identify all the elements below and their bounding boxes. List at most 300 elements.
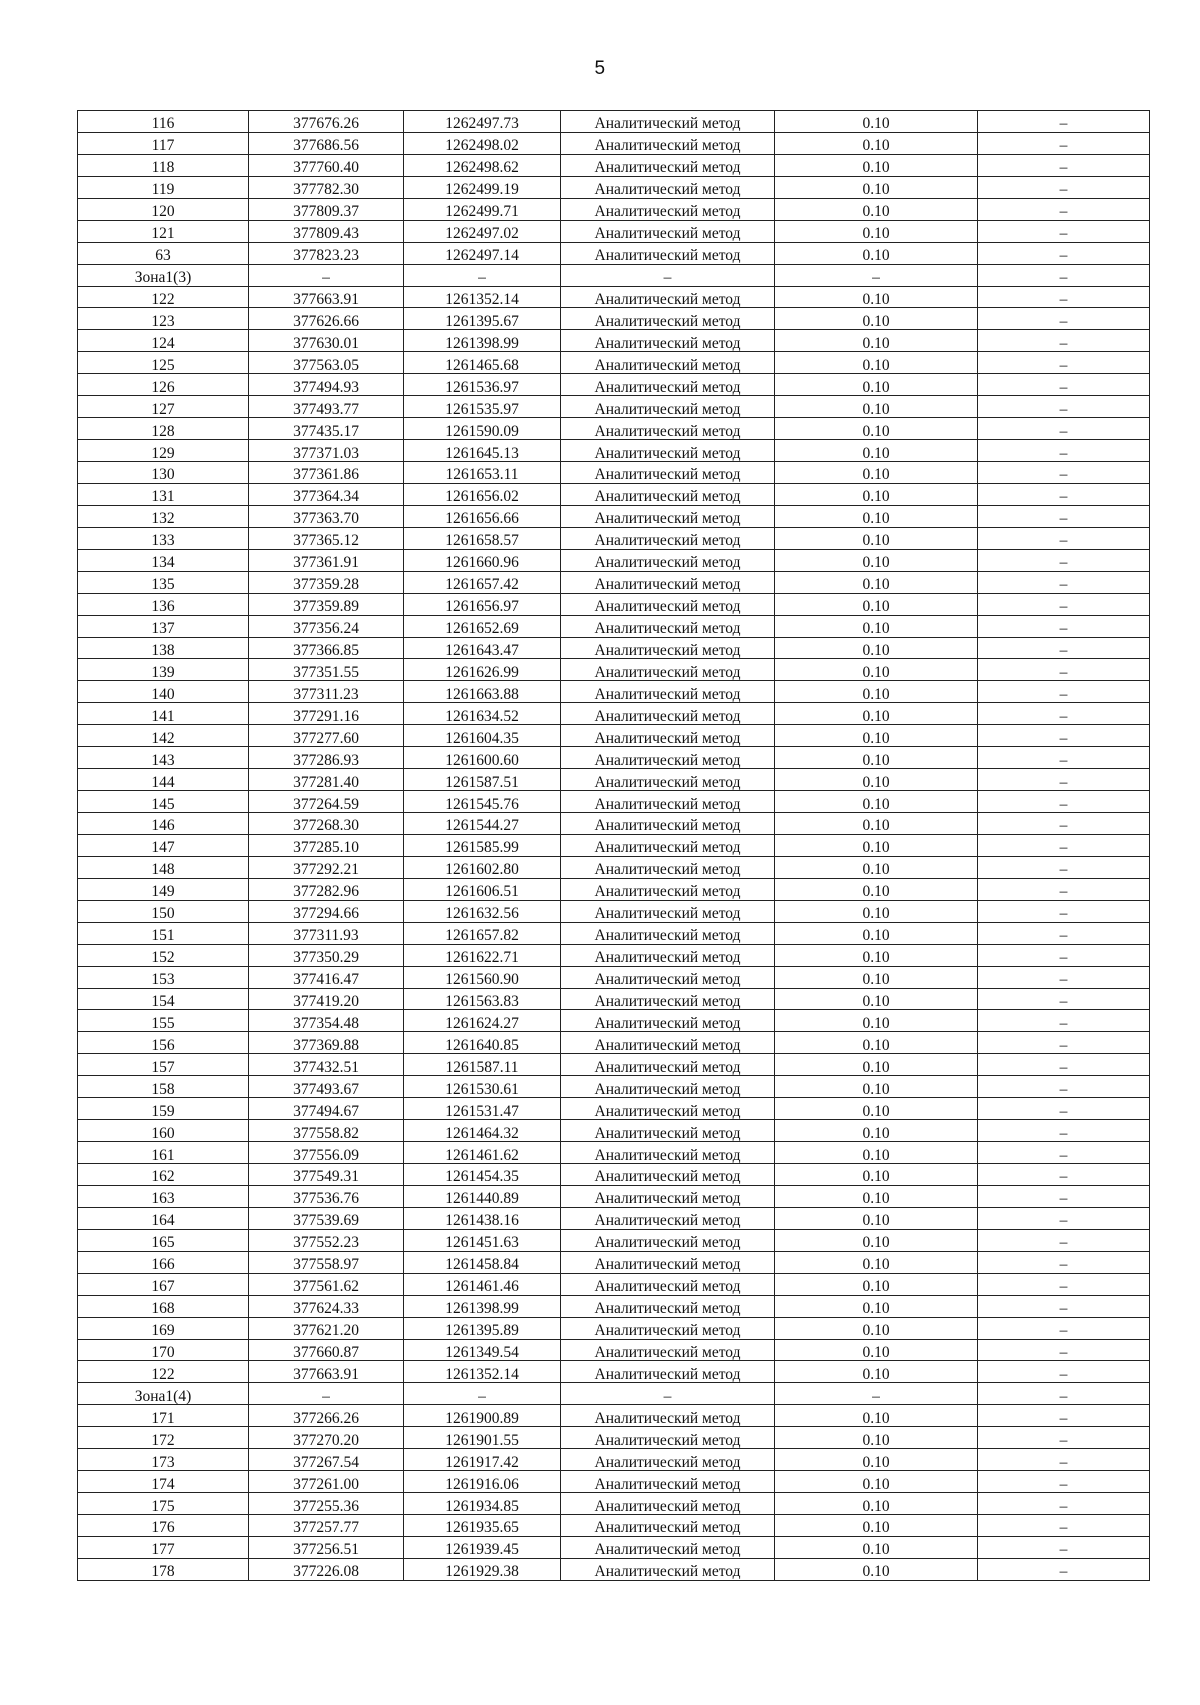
y-coordinate-cell: 1261587.51 [404, 769, 561, 791]
zone-label-cell: Зона1(4) [78, 1383, 249, 1405]
point-number-cell: 155 [78, 1010, 249, 1032]
method-cell: Аналитический метод [561, 483, 775, 505]
precision-cell: 0.10 [775, 505, 978, 527]
method-cell: Аналитический метод [561, 1251, 775, 1273]
description-cell: – [978, 374, 1150, 396]
point-number-cell: 174 [78, 1471, 249, 1493]
precision-cell: 0.10 [775, 549, 978, 571]
x-coordinate-cell: 377435.17 [249, 418, 404, 440]
description-cell: – [978, 1427, 1150, 1449]
coordinates-table [77, 110, 1150, 1581]
zone-header-row [78, 264, 1150, 286]
method-cell: Аналитический метод [561, 966, 775, 988]
point-number-cell: 121 [78, 220, 249, 242]
point-number-cell: 125 [78, 352, 249, 374]
table-row [78, 396, 1150, 418]
y-coordinate-cell: 1261464.32 [404, 1120, 561, 1142]
method-cell: Аналитический метод [561, 1032, 775, 1054]
x-coordinate-cell: 377809.43 [249, 220, 404, 242]
x-coordinate-cell: 377282.96 [249, 878, 404, 900]
x-coordinate-cell: 377432.51 [249, 1054, 404, 1076]
table-row [78, 308, 1150, 330]
y-coordinate-cell: 1261560.90 [404, 966, 561, 988]
table-row [78, 1164, 1150, 1186]
y-coordinate-cell: 1261663.88 [404, 681, 561, 703]
method-cell: Аналитический метод [561, 111, 775, 133]
description-cell: – [978, 242, 1150, 264]
method-cell: Аналитический метод [561, 286, 775, 308]
y-coordinate-cell: 1262499.19 [404, 176, 561, 198]
y-coordinate-cell: 1261900.89 [404, 1405, 561, 1427]
precision-cell: 0.10 [775, 1361, 978, 1383]
method-cell: Аналитический метод [561, 922, 775, 944]
table-row [78, 1493, 1150, 1515]
y-coordinate-cell: 1261451.63 [404, 1229, 561, 1251]
table-row [78, 549, 1150, 571]
description-cell: – [978, 505, 1150, 527]
point-number-cell: 152 [78, 944, 249, 966]
description-cell: – [978, 1361, 1150, 1383]
description-cell: – [978, 462, 1150, 484]
table-row [78, 703, 1150, 725]
x-coordinate-cell: 377277.60 [249, 725, 404, 747]
x-coordinate-cell: 377285.10 [249, 834, 404, 856]
description-cell: – [978, 615, 1150, 637]
point-number-cell: 133 [78, 527, 249, 549]
point-number-cell: 160 [78, 1120, 249, 1142]
precision-cell: 0.10 [775, 1405, 978, 1427]
x-coordinate-cell: 377493.67 [249, 1076, 404, 1098]
y-coordinate-cell: 1261352.14 [404, 1361, 561, 1383]
table-row [78, 571, 1150, 593]
point-number-cell: 171 [78, 1405, 249, 1427]
precision-cell: 0.10 [775, 330, 978, 352]
description-cell: – [978, 966, 1150, 988]
x-coordinate-cell: 377539.69 [249, 1207, 404, 1229]
method-cell: Аналитический метод [561, 813, 775, 835]
description-cell: – [978, 1317, 1150, 1339]
method-cell: Аналитический метод [561, 154, 775, 176]
x-coordinate-cell: 377760.40 [249, 154, 404, 176]
y-coordinate-cell: 1261440.89 [404, 1185, 561, 1207]
point-number-cell: 169 [78, 1317, 249, 1339]
method-cell: Аналитический метод [561, 352, 775, 374]
y-coordinate-cell: 1261530.61 [404, 1076, 561, 1098]
method-cell: Аналитический метод [561, 1558, 775, 1580]
precision-cell: 0.10 [775, 308, 978, 330]
point-number-cell: 118 [78, 154, 249, 176]
description-cell: – [978, 878, 1150, 900]
table-row [78, 440, 1150, 462]
precision-cell: 0.10 [775, 1164, 978, 1186]
method-cell: Аналитический метод [561, 132, 775, 154]
y-coordinate-cell: 1261643.47 [404, 637, 561, 659]
point-number-cell: 151 [78, 922, 249, 944]
point-number-cell: 123 [78, 308, 249, 330]
method-cell: Аналитический метод [561, 176, 775, 198]
y-coordinate-cell: 1261934.85 [404, 1493, 561, 1515]
precision-cell: 0.10 [775, 593, 978, 615]
x-coordinate-cell: 377270.20 [249, 1427, 404, 1449]
method-cell: Аналитический метод [561, 1536, 775, 1558]
y-coordinate-cell: 1261465.68 [404, 352, 561, 374]
method-cell: Аналитический метод [561, 549, 775, 571]
precision-cell: 0.10 [775, 1010, 978, 1032]
y-coordinate-cell: 1262497.14 [404, 242, 561, 264]
x-coordinate-cell: 377556.09 [249, 1142, 404, 1164]
y-coordinate-cell: 1261645.13 [404, 440, 561, 462]
point-number-cell: 154 [78, 988, 249, 1010]
table-row [78, 791, 1150, 813]
x-coordinate-cell: 377494.93 [249, 374, 404, 396]
y-coordinate-cell: 1261622.71 [404, 944, 561, 966]
point-number-cell: 137 [78, 615, 249, 637]
x-coordinate-cell: 377624.33 [249, 1295, 404, 1317]
y-coordinate-cell: 1261438.16 [404, 1207, 561, 1229]
precision-cell: 0.10 [775, 418, 978, 440]
point-number-cell: 143 [78, 747, 249, 769]
table-row [78, 1427, 1150, 1449]
point-number-cell: 122 [78, 286, 249, 308]
point-number-cell: 177 [78, 1536, 249, 1558]
precision-cell: 0.10 [775, 659, 978, 681]
table-row [78, 242, 1150, 264]
x-coordinate-cell: 377356.24 [249, 615, 404, 637]
precision-cell: 0.10 [775, 1427, 978, 1449]
table-row [78, 878, 1150, 900]
table-row [78, 1449, 1150, 1471]
method-cell: Аналитический метод [561, 900, 775, 922]
description-cell: – [978, 637, 1150, 659]
y-coordinate-cell: 1261395.67 [404, 308, 561, 330]
precision-cell: 0.10 [775, 286, 978, 308]
point-number-cell: 158 [78, 1076, 249, 1098]
table-row [78, 176, 1150, 198]
point-number-cell: 132 [78, 505, 249, 527]
precision-cell: 0.10 [775, 111, 978, 133]
description-cell: – [978, 264, 1150, 286]
precision-cell: 0.10 [775, 220, 978, 242]
y-coordinate-cell: 1261349.54 [404, 1339, 561, 1361]
point-number-cell: 149 [78, 878, 249, 900]
point-number-cell: 148 [78, 856, 249, 878]
method-cell: Аналитический метод [561, 1164, 775, 1186]
x-coordinate-cell: 377359.28 [249, 571, 404, 593]
table-row [78, 1098, 1150, 1120]
y-coordinate-cell: 1261640.85 [404, 1032, 561, 1054]
description-cell: – [978, 154, 1150, 176]
point-number-cell: 119 [78, 176, 249, 198]
method-cell: Аналитический метод [561, 1493, 775, 1515]
x-coordinate-cell: 377549.31 [249, 1164, 404, 1186]
method-cell: Аналитический метод [561, 1076, 775, 1098]
x-coordinate-cell: 377621.20 [249, 1317, 404, 1339]
x-coordinate-cell: 377291.16 [249, 703, 404, 725]
point-number-cell: 134 [78, 549, 249, 571]
precision-cell: 0.10 [775, 834, 978, 856]
x-coordinate-cell: 377626.66 [249, 308, 404, 330]
y-coordinate-cell: 1261461.46 [404, 1273, 561, 1295]
description-cell: – [978, 1273, 1150, 1295]
table-row [78, 1142, 1150, 1164]
description-cell: – [978, 834, 1150, 856]
precision-cell: 0.10 [775, 725, 978, 747]
table-row [78, 1339, 1150, 1361]
method-cell: Аналитический метод [561, 769, 775, 791]
x-coordinate-cell: 377364.34 [249, 483, 404, 505]
precision-cell: 0.10 [775, 988, 978, 1010]
method-cell: Аналитический метод [561, 1361, 775, 1383]
description-cell: – [978, 1449, 1150, 1471]
description-cell: – [978, 440, 1150, 462]
precision-cell: 0.10 [775, 527, 978, 549]
method-cell: Аналитический метод [561, 944, 775, 966]
y-coordinate-cell: 1261544.27 [404, 813, 561, 835]
table-row [78, 1076, 1150, 1098]
table-row [78, 505, 1150, 527]
precision-cell: 0.10 [775, 1273, 978, 1295]
table-row [78, 352, 1150, 374]
x-coordinate-cell: 377371.03 [249, 440, 404, 462]
zone-header-row [78, 1383, 1150, 1405]
table-row [78, 900, 1150, 922]
precision-cell: 0.10 [775, 615, 978, 637]
point-number-cell: 175 [78, 1493, 249, 1515]
method-cell: – [561, 1383, 775, 1405]
point-number-cell: 116 [78, 111, 249, 133]
description-cell: – [978, 549, 1150, 571]
point-number-cell: 168 [78, 1295, 249, 1317]
x-coordinate-cell: 377268.30 [249, 813, 404, 835]
table-row [78, 1273, 1150, 1295]
x-coordinate-cell: 377676.26 [249, 111, 404, 133]
y-coordinate-cell: 1261652.69 [404, 615, 561, 637]
point-number-cell: 117 [78, 132, 249, 154]
y-coordinate-cell: 1261656.66 [404, 505, 561, 527]
method-cell: Аналитический метод [561, 1295, 775, 1317]
table-row [78, 132, 1150, 154]
method-cell: Аналитический метод [561, 374, 775, 396]
y-coordinate-cell: 1261545.76 [404, 791, 561, 813]
description-cell: – [978, 769, 1150, 791]
y-coordinate-cell: 1261398.99 [404, 1295, 561, 1317]
description-cell: – [978, 1515, 1150, 1537]
description-cell: – [978, 1229, 1150, 1251]
precision-cell: 0.10 [775, 1471, 978, 1493]
point-number-cell: 167 [78, 1273, 249, 1295]
point-number-cell: 161 [78, 1142, 249, 1164]
y-coordinate-cell: 1261352.14 [404, 286, 561, 308]
precision-cell: 0.10 [775, 176, 978, 198]
description-cell: – [978, 198, 1150, 220]
method-cell: Аналитический метод [561, 637, 775, 659]
description-cell: – [978, 352, 1150, 374]
method-cell: Аналитический метод [561, 1317, 775, 1339]
precision-cell: 0.10 [775, 396, 978, 418]
method-cell: Аналитический метод [561, 834, 775, 856]
precision-cell: 0.10 [775, 374, 978, 396]
point-number-cell: 142 [78, 725, 249, 747]
y-coordinate-cell: 1261585.99 [404, 834, 561, 856]
zone-label-cell: Зона1(3) [78, 264, 249, 286]
x-coordinate-cell: 377536.76 [249, 1185, 404, 1207]
method-cell: Аналитический метод [561, 330, 775, 352]
description-cell: – [978, 922, 1150, 944]
precision-cell: 0.10 [775, 922, 978, 944]
y-coordinate-cell: 1261461.62 [404, 1142, 561, 1164]
table-row [78, 725, 1150, 747]
table-row [78, 111, 1150, 133]
x-coordinate-cell: 377264.59 [249, 791, 404, 813]
description-cell: – [978, 396, 1150, 418]
y-coordinate-cell: 1261458.84 [404, 1251, 561, 1273]
y-coordinate-cell: 1261939.45 [404, 1536, 561, 1558]
method-cell: Аналитический метод [561, 1120, 775, 1142]
y-coordinate-cell: 1261454.35 [404, 1164, 561, 1186]
precision-cell: 0.10 [775, 1339, 978, 1361]
point-number-cell: 63 [78, 242, 249, 264]
description-cell: – [978, 988, 1150, 1010]
point-number-cell: 164 [78, 1207, 249, 1229]
method-cell: Аналитический метод [561, 440, 775, 462]
precision-cell: 0.10 [775, 1120, 978, 1142]
precision-cell: 0.10 [775, 813, 978, 835]
precision-cell: 0.10 [775, 1251, 978, 1273]
point-number-cell: 176 [78, 1515, 249, 1537]
table-row [78, 834, 1150, 856]
method-cell: Аналитический метод [561, 1273, 775, 1295]
precision-cell: 0.10 [775, 132, 978, 154]
x-coordinate-cell: 377267.54 [249, 1449, 404, 1471]
point-number-cell: 136 [78, 593, 249, 615]
point-number-cell: 120 [78, 198, 249, 220]
precision-cell: 0.10 [775, 352, 978, 374]
y-coordinate-cell: 1261901.55 [404, 1427, 561, 1449]
point-number-cell: 178 [78, 1558, 249, 1580]
method-cell: Аналитический метод [561, 527, 775, 549]
y-coordinate-cell: 1261916.06 [404, 1471, 561, 1493]
description-cell: – [978, 1339, 1150, 1361]
description-cell: – [978, 813, 1150, 835]
precision-cell: 0.10 [775, 440, 978, 462]
y-coordinate-cell: 1261535.97 [404, 396, 561, 418]
x-coordinate-cell: 377552.23 [249, 1229, 404, 1251]
x-coordinate-cell: 377558.97 [249, 1251, 404, 1273]
precision-cell: 0.10 [775, 966, 978, 988]
table-row [78, 922, 1150, 944]
x-coordinate-cell: – [249, 1383, 404, 1405]
point-number-cell: 124 [78, 330, 249, 352]
description-cell: – [978, 1032, 1150, 1054]
method-cell: Аналитический метод [561, 242, 775, 264]
method-cell: Аналитический метод [561, 396, 775, 418]
method-cell: Аналитический метод [561, 659, 775, 681]
y-coordinate-cell: 1261626.99 [404, 659, 561, 681]
description-cell: – [978, 1251, 1150, 1273]
method-cell: Аналитический метод [561, 462, 775, 484]
description-cell: – [978, 1295, 1150, 1317]
method-cell: Аналитический метод [561, 1427, 775, 1449]
point-number-cell: 170 [78, 1339, 249, 1361]
precision-cell: 0.10 [775, 1076, 978, 1098]
description-cell: – [978, 1558, 1150, 1580]
y-coordinate-cell: 1261634.52 [404, 703, 561, 725]
precision-cell: 0.10 [775, 1032, 978, 1054]
x-coordinate-cell: 377311.23 [249, 681, 404, 703]
description-cell: – [978, 1207, 1150, 1229]
description-cell: – [978, 1164, 1150, 1186]
description-cell: – [978, 286, 1150, 308]
x-coordinate-cell: 377494.67 [249, 1098, 404, 1120]
y-coordinate-cell: 1261602.80 [404, 856, 561, 878]
method-cell: Аналитический метод [561, 1185, 775, 1207]
description-cell: – [978, 791, 1150, 813]
point-number-cell: 172 [78, 1427, 249, 1449]
x-coordinate-cell: 377823.23 [249, 242, 404, 264]
precision-cell: 0.10 [775, 681, 978, 703]
x-coordinate-cell: 377563.05 [249, 352, 404, 374]
description-cell: – [978, 132, 1150, 154]
point-number-cell: 144 [78, 769, 249, 791]
description-cell: – [978, 900, 1150, 922]
x-coordinate-cell: 377493.77 [249, 396, 404, 418]
table-row [78, 944, 1150, 966]
table-row [78, 615, 1150, 637]
description-cell: – [978, 571, 1150, 593]
table-row [78, 1251, 1150, 1273]
precision-cell: 0.10 [775, 1536, 978, 1558]
x-coordinate-cell: 377558.82 [249, 1120, 404, 1142]
x-coordinate-cell: 377630.01 [249, 330, 404, 352]
table-row [78, 527, 1150, 549]
precision-cell: 0.10 [775, 900, 978, 922]
method-cell: Аналитический метод [561, 571, 775, 593]
y-coordinate-cell: 1261398.99 [404, 330, 561, 352]
x-coordinate-cell: 377350.29 [249, 944, 404, 966]
table-row [78, 681, 1150, 703]
description-cell: – [978, 944, 1150, 966]
description-cell: – [978, 111, 1150, 133]
point-number-cell: 135 [78, 571, 249, 593]
table-row [78, 1295, 1150, 1317]
y-coordinate-cell: 1261632.56 [404, 900, 561, 922]
method-cell: Аналитический метод [561, 988, 775, 1010]
x-coordinate-cell: 377226.08 [249, 1558, 404, 1580]
description-cell: – [978, 1054, 1150, 1076]
precision-cell: 0.10 [775, 1449, 978, 1471]
method-cell: Аналитический метод [561, 1010, 775, 1032]
x-coordinate-cell: 377369.88 [249, 1032, 404, 1054]
table-row [78, 1229, 1150, 1251]
method-cell: Аналитический метод [561, 681, 775, 703]
table-row [78, 1120, 1150, 1142]
precision-cell: 0.10 [775, 1142, 978, 1164]
x-coordinate-cell: 377663.91 [249, 286, 404, 308]
point-number-cell: 163 [78, 1185, 249, 1207]
description-cell: – [978, 659, 1150, 681]
x-coordinate-cell: 377660.87 [249, 1339, 404, 1361]
table-row [78, 220, 1150, 242]
table-row [78, 1558, 1150, 1580]
y-coordinate-cell: 1261917.42 [404, 1449, 561, 1471]
y-coordinate-cell: 1261531.47 [404, 1098, 561, 1120]
coordinates-table-body [78, 111, 1150, 1581]
description-cell: – [978, 1010, 1150, 1032]
y-coordinate-cell: 1261536.97 [404, 374, 561, 396]
y-coordinate-cell: 1261587.11 [404, 1054, 561, 1076]
precision-cell: 0.10 [775, 1207, 978, 1229]
point-number-cell: 122 [78, 1361, 249, 1383]
